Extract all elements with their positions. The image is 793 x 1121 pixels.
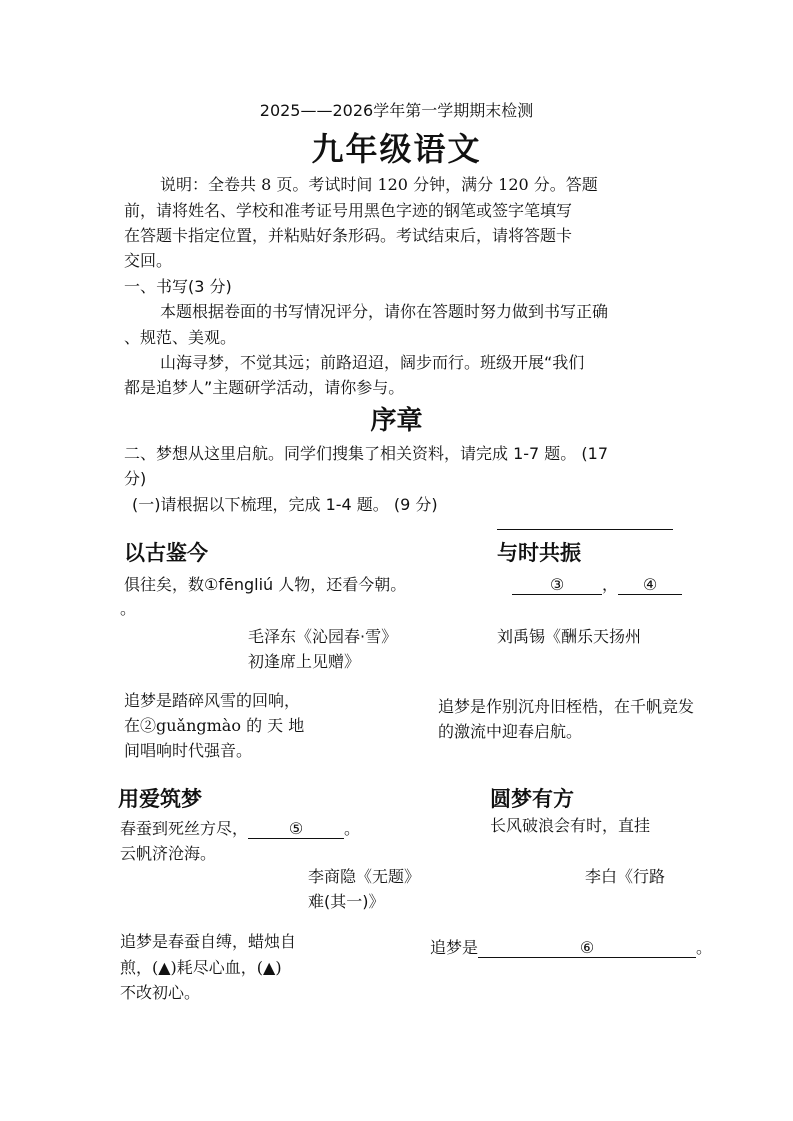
panel-ancient-quote-line1: 俱往矣，数①fēngliú 人物，还看今朝。 xyxy=(124,575,407,594)
panel-love-note-line1: 追梦是春蚕自缚，蜡烛自 xyxy=(120,932,297,951)
top-right-rule xyxy=(497,529,673,530)
panel-fulfill-note-suffix: 。 xyxy=(696,938,713,957)
instructions-line3: 在答题卡指定位置，并粘贴好条形码。考试结束后，请将答题卡 xyxy=(124,226,573,245)
panel-love-source-line1: 李商隐《无题》 xyxy=(308,867,421,886)
instructions-line4: 交回。 xyxy=(124,251,173,270)
instructions-line2: 前，请将姓名、学校和准考证号用黑色字迹的钢笔或签字笔填写 xyxy=(124,201,573,220)
subject-title: 九年级语文 xyxy=(311,130,482,168)
blank-5[interactable]: ⑤ xyxy=(248,819,344,839)
panel-love-quote-line2: 云帆济沧海。 xyxy=(120,844,217,863)
panel-fulfill-source: 李白《行路 xyxy=(585,867,666,886)
panel-times-blanks xyxy=(512,572,682,595)
panel-fulfill-note xyxy=(430,935,712,958)
section2-heading-line2: 分) xyxy=(124,469,147,488)
panel-ancient-note-line3: 间唱响时代强音。 xyxy=(124,741,253,760)
section2-subheading: (一)请根据以下梳理，完成 1-4 题。 (9 分) xyxy=(132,495,438,514)
panel-ancient-title: 以古鉴今 xyxy=(124,541,208,565)
section1-para2-line1: 山海寻梦，不觉其远；前路迢迢，阔步而行。班级开展“我们 xyxy=(160,353,585,372)
blank-3[interactable]: ③ xyxy=(512,575,602,595)
panel-love-quote-prefix: 春蚕到死丝方尽， xyxy=(120,819,249,838)
section1-para1-line1: 本题根据卷面的书写情况评分，请你在答题时努力做到书写正确 xyxy=(160,302,609,321)
panel-fulfill-note-prefix: 追梦是 xyxy=(430,938,479,957)
section2-heading-line1: 二、梦想从这里启航。同学们搜集了相关资料，请完成 1-7 题。 (17 xyxy=(124,444,608,463)
panel-times-note-line1: 追梦是作别沉舟旧桎梏，在千帆竞发 xyxy=(438,697,695,716)
chapter-title: 序章 xyxy=(370,406,423,436)
panel-ancient-quote-line2: 。 xyxy=(120,599,137,618)
panel-times-source: 刘禹锡《酬乐天扬州 xyxy=(497,627,642,646)
exam-title: 2025——2026学年第一学期期末检测 xyxy=(259,101,534,120)
blank-4[interactable]: ④ xyxy=(618,575,682,595)
panel-times-title: 与时共振 xyxy=(497,541,581,565)
panel-ancient-source-line2: 初逢席上见赠》 xyxy=(248,652,361,671)
panel-ancient-note-line1: 追梦是踏碎风雪的回响， xyxy=(124,691,301,710)
panel-fulfill-quote: 长风破浪会有时，直挂 xyxy=(490,816,651,835)
instructions-line1: 说明：全卷共 8 页。考试时间 120 分钟，满分 120 分。答题 xyxy=(160,175,598,194)
panel-love-note-line3: 不改初心。 xyxy=(120,983,201,1002)
panel-love-note-line2: 煎，(▲)耗尽心血，(▲) xyxy=(120,958,282,977)
section1-para1-line2: 、规范、美观。 xyxy=(124,328,237,347)
panel-love-quote-line1 xyxy=(120,816,360,839)
panel-times-note-line2: 的激流中迎春启航。 xyxy=(438,722,583,741)
panel-ancient-note-line2: 在②guǎngmào 的 天 地 xyxy=(124,716,305,735)
panel-ancient-source-line1: 毛泽东《沁园春·雪》 xyxy=(248,627,398,646)
panel-fulfill-title: 圆梦有方 xyxy=(490,787,574,811)
panel-love-quote-suffix: 。 xyxy=(344,819,361,838)
blank-separator: ， xyxy=(602,575,619,594)
blank-6[interactable]: ⑥ xyxy=(478,938,696,958)
section1-heading: 一、书写(3 分) xyxy=(124,277,232,296)
panel-love-source-line2: 难(其一)》 xyxy=(308,892,385,911)
panel-love-title: 用爱筑梦 xyxy=(118,787,202,811)
section1-para2-line2: 都是追梦人”主题研学活动，请你参与。 xyxy=(124,378,405,397)
